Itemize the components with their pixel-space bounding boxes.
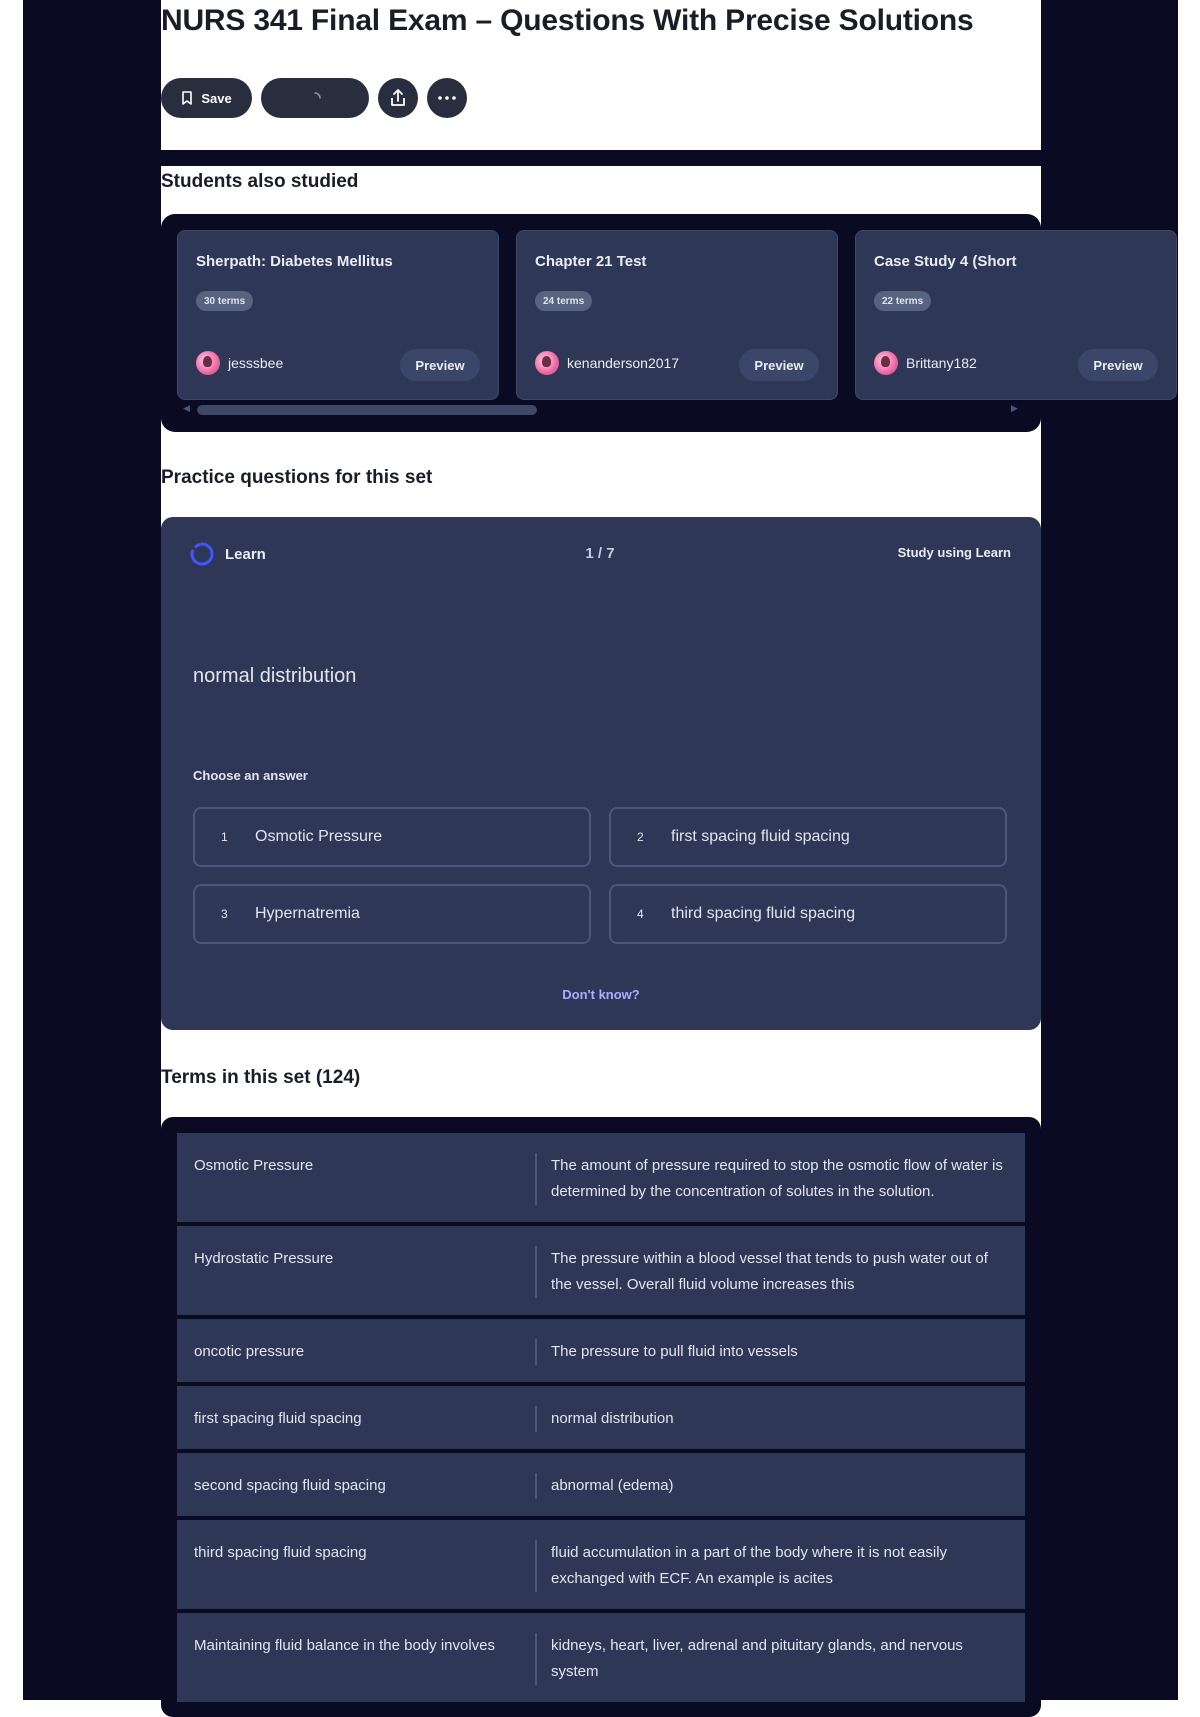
answer-option-2[interactable] <box>609 807 1007 867</box>
loading-spinner-icon <box>308 91 322 105</box>
term-divider <box>535 1473 537 1499</box>
option-number: 2 <box>637 830 644 844</box>
preview-button[interactable]: Preview <box>400 349 480 381</box>
scroll-left-arrow-icon[interactable]: ◀ <box>183 403 190 413</box>
option-text: Osmotic Pressure <box>255 828 383 845</box>
option-text: Hypernatremia <box>255 905 360 922</box>
students-also-studied-heading: Students also studied <box>161 171 359 192</box>
term-row <box>177 1520 1025 1609</box>
dont-know-link[interactable]: Don't know? <box>562 987 640 1002</box>
term-definition: The pressure within a blood vessel that tends to push water out of the vessel. Overall fluid volume increases this <box>551 1250 988 1293</box>
option-text: first spacing fluid spacing <box>671 828 850 845</box>
term-row <box>177 1386 1025 1449</box>
terms-count-badge: 24 terms <box>535 291 592 311</box>
answer-option-4[interactable] <box>609 884 1007 944</box>
option-number: 4 <box>637 907 644 921</box>
term-divider <box>535 1633 537 1685</box>
avatar <box>535 351 559 375</box>
share-button[interactable] <box>378 78 418 118</box>
save-button[interactable] <box>161 78 252 118</box>
study-set-card[interactable] <box>855 230 1177 400</box>
author-name: jesssbee <box>228 355 284 371</box>
avatar <box>196 351 220 375</box>
answer-option-3[interactable] <box>193 884 591 944</box>
term-row <box>177 1226 1025 1315</box>
term-definition: abnormal (edema) <box>551 1477 674 1494</box>
page-title: NURS 341 Final Exam – Questions With Precise Solutions <box>161 4 974 37</box>
students-also-studied-carousel <box>161 214 1143 432</box>
learn-header <box>189 541 1011 567</box>
card-author[interactable] <box>196 351 283 375</box>
term-divider <box>535 1339 537 1365</box>
term-row <box>177 1613 1025 1702</box>
question-progress: 1 / 7 <box>585 545 615 562</box>
choose-answer-label: Choose an answer <box>193 768 308 783</box>
divider-band <box>161 150 1041 166</box>
carousel-scrollbar[interactable] <box>197 405 537 415</box>
term-word: oncotic pressure <box>194 1343 305 1360</box>
author-name: Brittany182 <box>906 355 977 371</box>
term-divider <box>535 1540 537 1592</box>
term-divider <box>535 1153 537 1205</box>
share-icon <box>389 88 407 108</box>
carousel-track <box>177 230 1143 400</box>
main-content <box>161 0 1143 1700</box>
author-name: kenanderson2017 <box>567 355 680 371</box>
save-label: Save <box>201 90 232 106</box>
bookmark-icon <box>181 91 193 105</box>
loading-button[interactable] <box>261 78 369 118</box>
avatar <box>874 351 898 375</box>
terms-list <box>177 1133 1025 1702</box>
card-title: Chapter 21 Test <box>535 253 647 270</box>
term-divider <box>535 1406 537 1432</box>
term-word: first spacing fluid spacing <box>194 1410 362 1427</box>
card-title: Case Study 4 (Short <box>874 253 1017 270</box>
card-author[interactable] <box>874 351 977 375</box>
term-row <box>177 1319 1025 1382</box>
terms-list-panel <box>161 1117 1041 1717</box>
term-word: Osmotic Pressure <box>194 1157 314 1174</box>
term-definition: fluid accumulation in a part of the body where it is not easily exchanged with ECF. An example is acites <box>551 1544 948 1587</box>
term-definition: The pressure to pull fluid into vessels <box>551 1343 798 1360</box>
preview-button[interactable]: Preview <box>1078 349 1158 381</box>
option-text: third spacing fluid spacing <box>671 905 856 922</box>
term-row <box>177 1453 1025 1516</box>
terms-count-badge: 22 terms <box>874 291 931 311</box>
term-word: Maintaining fluid balance in the body involves <box>194 1637 496 1654</box>
term-word: third spacing fluid spacing <box>194 1544 367 1561</box>
option-number: 3 <box>221 907 228 921</box>
terms-count-badge: 30 terms <box>196 291 253 311</box>
term-row <box>177 1133 1025 1222</box>
terms-in-set-heading: Terms in this set (124) <box>161 1067 361 1088</box>
term-word: second spacing fluid spacing <box>194 1477 386 1494</box>
term-definition: The amount of pressure required to stop the osmotic flow of water is determined by the concentration of solutes in the solution. <box>551 1157 1003 1200</box>
scroll-right-arrow-icon[interactable]: ▶ <box>1011 403 1018 413</box>
question-prompt: normal distribution <box>193 665 357 687</box>
term-word: Hydrostatic Pressure <box>194 1250 334 1267</box>
term-definition: normal distribution <box>551 1410 674 1427</box>
learn-question-card <box>161 517 1041 1030</box>
more-options-button[interactable] <box>427 78 467 118</box>
learn-label-text: Learn <box>225 545 266 563</box>
card-author[interactable] <box>535 351 679 375</box>
more-icon <box>438 96 456 100</box>
study-set-card[interactable] <box>177 230 499 400</box>
study-set-card[interactable] <box>516 230 838 400</box>
practice-questions-heading: Practice questions for this set <box>161 467 433 488</box>
option-number: 1 <box>221 830 228 844</box>
answer-options <box>193 807 1009 944</box>
term-divider <box>535 1246 537 1298</box>
study-using-learn-link[interactable]: Study using Learn <box>897 545 1011 560</box>
action-bar <box>161 78 467 118</box>
answer-option-1[interactable] <box>193 807 591 867</box>
preview-button[interactable]: Preview <box>739 349 819 381</box>
card-title: Sherpath: Diabetes Mellitus <box>196 253 393 270</box>
term-definition: kidneys, heart, liver, adrenal and pituitary glands, and nervous system <box>551 1637 963 1680</box>
